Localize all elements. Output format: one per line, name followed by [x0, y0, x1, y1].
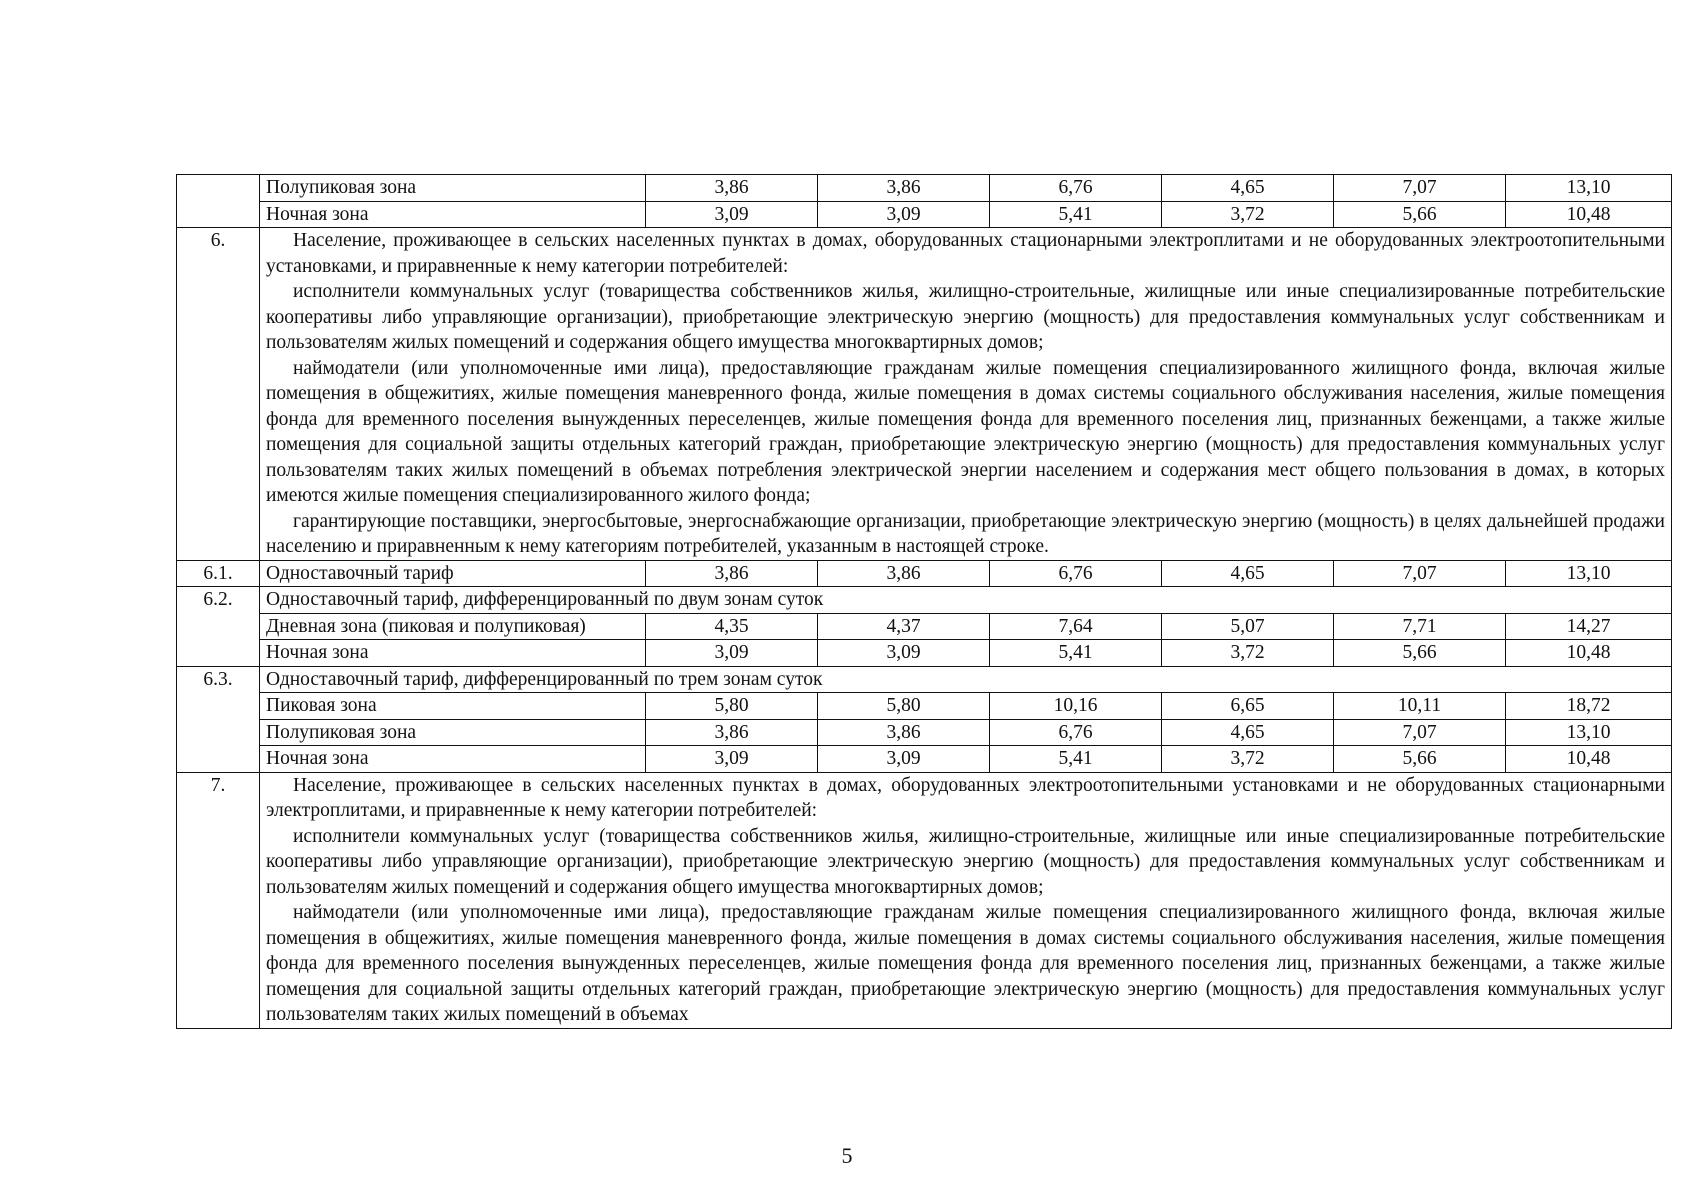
page-number: 5 [841, 1143, 853, 1168]
value-cell: 4,35 [646, 613, 818, 640]
row-label: Полупиковая зона [260, 175, 646, 202]
value-cell: 5,80 [818, 693, 990, 720]
value-cell: 7,07 [1334, 175, 1506, 202]
value-cell: 14,27 [1506, 613, 1672, 640]
value-cell: 5,41 [990, 746, 1162, 773]
value-cell: 3,72 [1162, 746, 1334, 773]
value-cell: 4,65 [1162, 719, 1334, 746]
value-cell: 3,09 [646, 201, 818, 228]
value-cell: 3,09 [646, 746, 818, 773]
row-label: Одноставочный тариф [260, 560, 646, 587]
value-cell: 6,65 [1162, 693, 1334, 720]
value-cell: 5,66 [1334, 746, 1506, 773]
value-cell: 3,86 [818, 719, 990, 746]
row-number-cell [177, 175, 260, 228]
value-cell: 3,09 [818, 640, 990, 667]
value-cell: 7,71 [1334, 613, 1506, 640]
value-cell: 10,48 [1506, 746, 1672, 773]
section-6-row [177, 228, 1672, 561]
section-7-row [177, 772, 1672, 1028]
paragraph: наймодатели (или уполномоченные ими лица), предоставляющие гражданам жилые помещения специализированного жилищного фонда, включая жилые помещения в общежитиях, жилые помещения маневренного фонда, жилые помещения в домах системы социального обслуживания населения, жилые помещения фонда для временного поселения вынужденных переселенцев, жилые помещения фонда для временного поселения лиц, признанных беженцами, а также жилые помещения для социальной защиты отдельных категорий граждан, приобретающие электрическую энергию (мощность) для предоставления коммунальных услуг пользователям таких жилых помещений в объемах [266, 902, 1665, 1025]
value-cell: 3,72 [1162, 201, 1334, 228]
value-cell: 13,10 [1506, 719, 1672, 746]
row-number: 7. [177, 772, 260, 1028]
value-cell: 7,64 [990, 613, 1162, 640]
table-row [177, 693, 1672, 720]
value-cell: 3,09 [818, 746, 990, 773]
value-cell: 13,10 [1506, 560, 1672, 587]
section-7-description [260, 772, 1672, 1028]
row-number: 6.3. [177, 666, 260, 772]
value-cell: 3,09 [646, 640, 818, 667]
value-cell: 6,76 [990, 719, 1162, 746]
row-label: Дневная зона (пиковая и полупиковая) [260, 613, 646, 640]
row-label: Полупиковая зона [260, 719, 646, 746]
paragraph: Население, проживающее в сельских населенных пунктах в домах, оборудованных электроотопительными установками и не оборудованных стационарными электроплитами, и приравненные к нему категории потребителей: [266, 774, 1665, 821]
value-cell: 10,48 [1506, 640, 1672, 667]
table-row [177, 201, 1672, 228]
value-cell: 4,65 [1162, 560, 1334, 587]
tariff-table [176, 174, 1672, 1029]
row-number: 6. [177, 228, 260, 561]
value-cell: 5,41 [990, 640, 1162, 667]
paragraph: Население, проживающее в сельских населенных пунктах в домах, оборудованных стационарными электроплитами и не оборудованных электроотопительными установками, и приравненные к нему категории потребителей: [266, 230, 1665, 277]
row-number: 6.2. [177, 587, 260, 667]
paragraph: исполнители коммунальных услуг (товарищества собственников жилья, жилищно-строительные, жилищные или иные специализированные потребительские кооперативы либо управляющие организации), приобретающие электрическую энергию (мощность) для предоставления коммунальных услуг собственникам и пользователям жилых помещений и содержания общего имущества многоквартирных домов; [266, 281, 1665, 353]
value-cell: 5,66 [1334, 201, 1506, 228]
value-cell: 5,41 [990, 201, 1162, 228]
table-row [177, 560, 1672, 587]
table-row [177, 746, 1672, 773]
value-cell: 10,48 [1506, 201, 1672, 228]
value-cell: 18,72 [1506, 693, 1672, 720]
section-6-description [260, 228, 1672, 561]
row-label: Ночная зона [260, 746, 646, 773]
value-cell: 3,09 [818, 201, 990, 228]
value-cell: 3,86 [646, 175, 818, 202]
paragraph: гарантирующие поставщики, энергосбытовые, энергоснабжающие организации, приобретающие электрическую энергию (мощность) в целях дальнейшей продажи населению и приравненным к нему категориям потребителей, указанным в настоящей строке. [266, 510, 1665, 557]
value-cell: 6,76 [990, 175, 1162, 202]
value-cell: 3,86 [818, 175, 990, 202]
row-label: Ночная зона [260, 640, 646, 667]
table-row [177, 613, 1672, 640]
table-row [177, 719, 1672, 746]
value-cell: 3,86 [818, 560, 990, 587]
value-cell: 7,07 [1334, 719, 1506, 746]
table-row [177, 587, 1672, 614]
table-row [177, 175, 1672, 202]
subsection-header: Одноставочный тариф, дифференцированный по двум зонам суток [260, 587, 1672, 614]
value-cell: 4,37 [818, 613, 990, 640]
value-cell: 5,07 [1162, 613, 1334, 640]
paragraph: исполнители коммунальных услуг (товарищества собственников жилья, жилищно-строительные, жилищные или иные специализированные потребительские кооперативы либо управляющие организации), приобретающие электрическую энергию (мощность) для предоставления коммунальных услуг собственникам и пользователям жилых помещений и содержания общего имущества многоквартирных домов; [266, 825, 1665, 898]
value-cell: 3,86 [646, 719, 818, 746]
value-cell: 10,16 [990, 693, 1162, 720]
table-row [177, 666, 1672, 693]
subsection-header: Одноставочный тариф, дифференцированный по трем зонам суток [260, 666, 1672, 693]
value-cell: 3,72 [1162, 640, 1334, 667]
paragraph: наймодатели (или уполномоченные ими лица), предоставляющие гражданам жилые помещения специализированного жилищного фонда, включая жилые помещения в общежитиях, жилые помещения маневренного фонда, жилые помещения в домах системы социального обслуживания населения, жилые помещения фонда для временного поселения вынужденных переселенцев, жилые помещения фонда для временного поселения лиц, признанных беженцами, а также жилые помещения для социальной защиты отдельных категорий граждан, приобретающие электрическую энергию (мощность) для предоставления коммунальных услуг пользователям таких жилых помещений в объемах потребления электрической энергии населением и содержания мест общего пользования в домах, в которых имеются жилые помещения специализированного жилого фонда; [266, 357, 1665, 506]
value-cell: 6,76 [990, 560, 1162, 587]
value-cell: 13,10 [1506, 175, 1672, 202]
value-cell: 10,11 [1334, 693, 1506, 720]
value-cell: 5,80 [646, 693, 818, 720]
table-row [177, 640, 1672, 667]
value-cell: 4,65 [1162, 175, 1334, 202]
row-number: 6.1. [177, 560, 260, 587]
row-label: Пиковая зона [260, 693, 646, 720]
row-label: Ночная зона [260, 201, 646, 228]
value-cell: 3,86 [646, 560, 818, 587]
value-cell: 5,66 [1334, 640, 1506, 667]
value-cell: 7,07 [1334, 560, 1506, 587]
